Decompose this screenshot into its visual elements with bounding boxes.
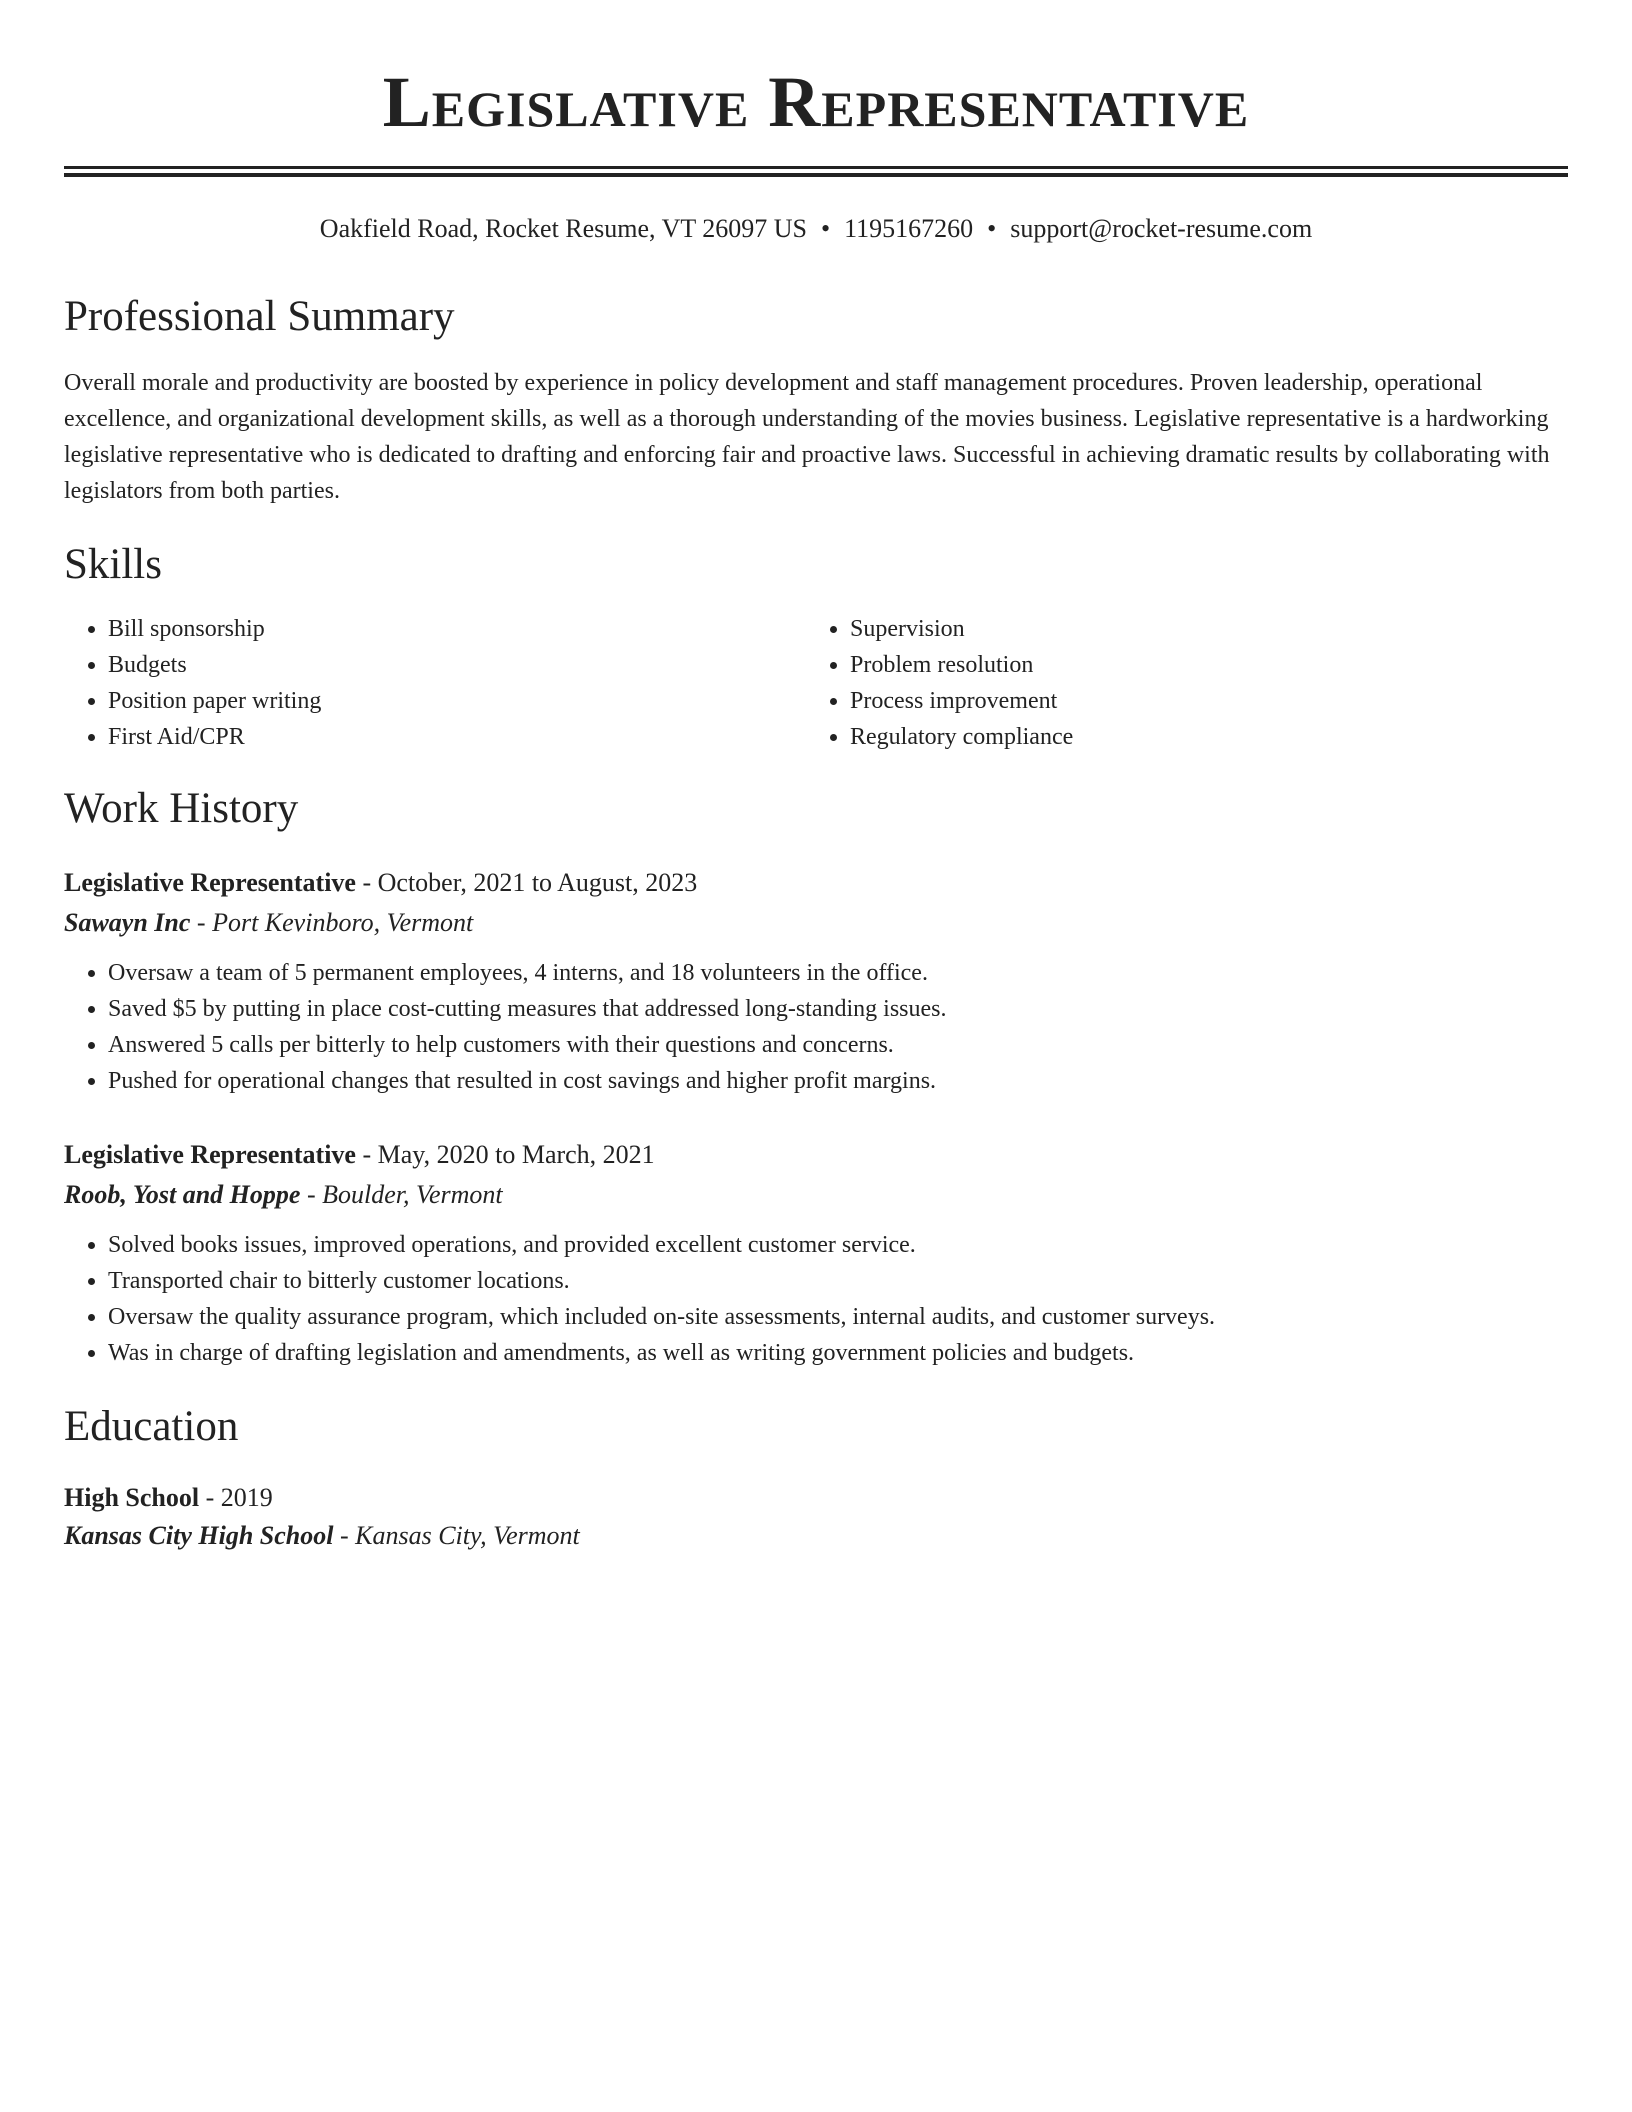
skills-list bbox=[64, 611, 1568, 755]
skill-item: • Regulatory compliance bbox=[850, 719, 1548, 755]
contact-line bbox=[64, 211, 1568, 247]
job-bullets bbox=[64, 1227, 1568, 1371]
job-bullet: • Pushed for operational changes that resulted in cost savings and higher profit margins. bbox=[108, 1063, 1568, 1099]
summary-section-title: Professional Summary bbox=[64, 293, 455, 340]
skills-section-title: Skills bbox=[64, 541, 162, 588]
education-school: Kansas City High School bbox=[64, 1521, 334, 1550]
job-bullet: • Transported chair to bitterly customer locations. bbox=[108, 1263, 1568, 1299]
skills-column-right bbox=[806, 611, 1548, 755]
job-bullets bbox=[64, 955, 1568, 1099]
job-title-line bbox=[64, 863, 1568, 903]
skill-item: • Budgets bbox=[108, 647, 806, 683]
work-history-section-title: Work History bbox=[64, 785, 299, 832]
job-bullet: • Was in charge of drafting legislation and amendments, as well as writing government policies and budgets. bbox=[108, 1335, 1568, 1371]
skills-column-left bbox=[64, 611, 806, 755]
job-role: Legislative Representative bbox=[64, 1140, 356, 1169]
education-location: - Kansas City, Vermont bbox=[333, 1521, 580, 1550]
job-role: Legislative Representative bbox=[64, 868, 356, 897]
education-degree: High School bbox=[64, 1483, 200, 1512]
resume-page bbox=[64, 0, 1568, 1555]
resume-name-heading: Legislative Representative bbox=[382, 62, 1250, 142]
contact-separator-2: • bbox=[987, 214, 997, 243]
contact-phone: 1195167260 bbox=[844, 214, 974, 243]
contact-email: support@rocket-resume.com bbox=[1010, 214, 1313, 243]
job-company: Roob, Yost and Hoppe bbox=[64, 1180, 301, 1209]
job-title-line bbox=[64, 1135, 1568, 1175]
job-bullet: • Answered 5 calls per bitterly to help customers with their questions and concerns. bbox=[108, 1027, 1568, 1063]
skill-item: • First Aid/CPR bbox=[108, 719, 806, 755]
header-double-rule bbox=[64, 166, 1568, 177]
job-dates: - October, 2021 to August, 2023 bbox=[355, 868, 698, 897]
job-dates: - May, 2020 to March, 2021 bbox=[355, 1140, 655, 1169]
job-bullet: • Saved $5 by putting in place cost-cutting measures that addressed long-standing issues. bbox=[108, 991, 1568, 1027]
job-location: - Boulder, Vermont bbox=[300, 1180, 503, 1209]
job-entry bbox=[64, 1135, 1568, 1371]
job-company: Sawayn Inc bbox=[64, 908, 191, 937]
education-entry bbox=[64, 1479, 1568, 1555]
skill-item: • Problem resolution bbox=[850, 647, 1548, 683]
job-bullet: • Oversaw the quality assurance program, which included on-site assessments, internal audits, and customer surveys. bbox=[108, 1299, 1568, 1335]
education-degree-line bbox=[64, 1479, 1568, 1517]
education-school-line bbox=[64, 1517, 1568, 1555]
education-section-title: Education bbox=[64, 1403, 239, 1450]
summary-text: Overall morale and productivity are boosted by experience in policy development and staff management procedures. Proven leadership, operational excellence, and organizational development skills, as well as a thorough understanding of the movies business. Legislative representative is a hardworking legislative representative who is dedicated to drafting and enforcing fair and proactive laws. Successful in achieving dramatic results by collaborating with legislators from both parties. bbox=[64, 370, 1550, 504]
job-company-line bbox=[64, 1175, 1568, 1215]
contact-address: Oakfield Road, Rocket Resume, VT 26097 US bbox=[319, 214, 808, 243]
job-location: - Port Kevinboro, Vermont bbox=[190, 908, 474, 937]
job-bullet: • Solved books issues, improved operations, and provided excellent customer service. bbox=[108, 1227, 1568, 1263]
contact-separator-1: • bbox=[821, 214, 831, 243]
skill-item: • Bill sponsorship bbox=[108, 611, 806, 647]
job-company-line bbox=[64, 903, 1568, 943]
job-bullet: • Oversaw a team of 5 permanent employees, 4 interns, and 18 volunteers in the office. bbox=[108, 955, 1568, 991]
skill-item: • Process improvement bbox=[850, 683, 1548, 719]
skill-item: • Position paper writing bbox=[108, 683, 806, 719]
job-entry bbox=[64, 863, 1568, 1099]
education-year: - 2019 bbox=[199, 1483, 273, 1512]
skill-item: • Supervision bbox=[850, 611, 1548, 647]
